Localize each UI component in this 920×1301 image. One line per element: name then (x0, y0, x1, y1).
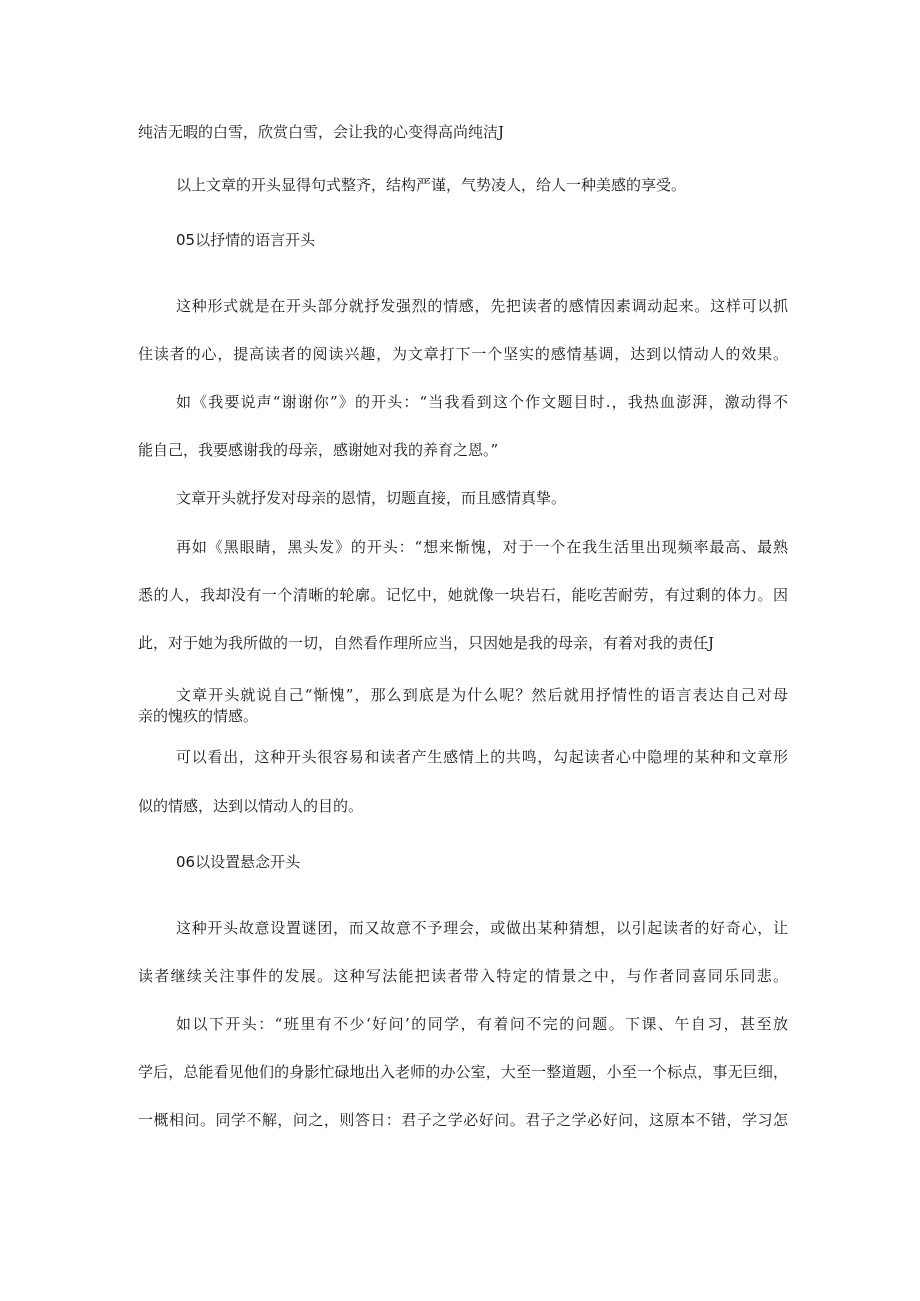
text-line-5: 住读者的心，提高读者的阅读兴趣，为文章打下一个坚实的感情基调，达到以情动人的效果。 (138, 345, 788, 363)
text-line-1: 纯洁无暇的白雪，欣赏白雪，会让我的心变得高尚纯洁J (138, 123, 505, 141)
text-line-18: 读者继续关注事件的发展。这种写法能把读者带入特定的情景之中，与作者同喜同乐同悲。 (138, 967, 788, 985)
text-line-2: 以上文章的开头显得句式整齐，结构严谨，气势凌人，给人一种美感的享受。 (176, 176, 687, 194)
text-line-7: 能自己，我要感谢我的母亲，感谢她对我的养育之恩。” (138, 441, 499, 459)
text-line-6: 如《我要说声“谢谢你”》的开头：“当我看到这个作文题目时.，我热血澎湃，激动得不 (176, 393, 788, 411)
text-line-8: 文章开头就抒发对母亲的恩情，切题直接，而且感情真挚。 (176, 489, 567, 507)
text-line-14: 可以看出，这种开头很容易和读者产生感情上的共鸣，勾起读者心中隐埋的某种和文章形 (176, 748, 788, 766)
section-heading-05: 05以抒情的语言开头 (176, 231, 316, 249)
text-line-4: 这种形式就是在开头部分就抒发强烈的情感，先把读者的感情因素调动起来。这样可以抓 (176, 297, 788, 315)
text-line-21: 一概相问。同学不解，问之，则答日：君子之学必好问。君子之学必好问，这原本不错，学习怎 (138, 1111, 788, 1129)
text-line-15: 似的情感，达到以情动人的目的。 (138, 797, 364, 815)
text-line-11: 此，对于她为我所做的一切，自然看作理所应当，只因她是我的母亲，有着对我的责任J (138, 634, 715, 652)
text-line-12: 文章开头就说自己“惭愧”，那么到底是为什么呢？然后就用抒情性的语言表达自己对母 (176, 686, 788, 704)
text-line-9: 再如《黑眼睛，黑头发》的开头：“想来惭愧，对于一个在我生活里出现频率最高、最熟 (176, 538, 788, 556)
text-line-13: 亲的愧疚的情感。 (138, 707, 259, 725)
text-line-17: 这种开头故意设置谜团，而又故意不予理会，或做出某种猜想，以引起读者的好奇心，让 (176, 919, 788, 937)
text-line-19: 如以下开头：“班里有不少‘好问’的同学，有着问不完的问题。下课、午自习，甚至放 (176, 1015, 788, 1033)
section-heading-06: 06以设置悬念开头 (176, 853, 301, 871)
text-line-10: 悉的人，我却没有一个清晰的轮廓。记忆中，她就像一块岩石，能吃苦耐劳，有过剩的体力。因 (138, 586, 788, 604)
text-line-20: 学后，总能看见他们的身影忙碌地出入老师的办公室，大至一整道题，小至一个标点，事无巨细， (138, 1063, 788, 1081)
